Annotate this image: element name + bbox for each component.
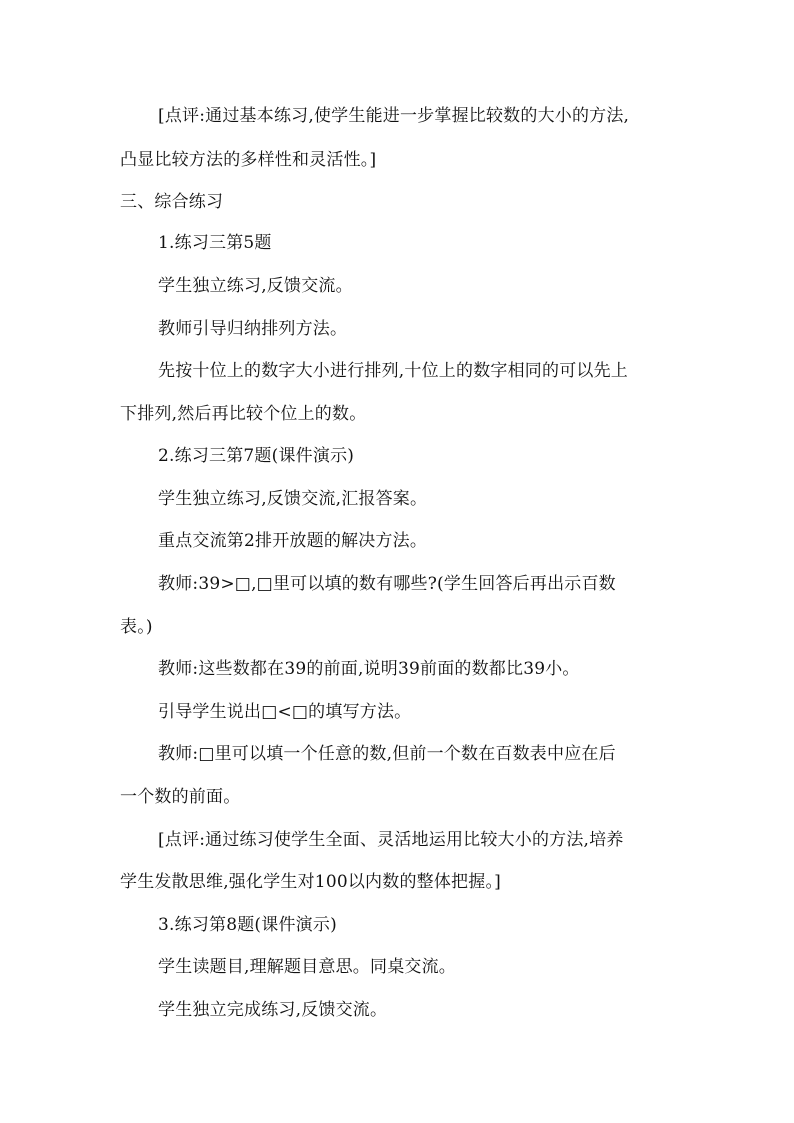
- exercise-2-step-2: 重点交流第2排开放题的解决方法。: [158, 531, 428, 551]
- exercise-2-guide-step: 引导学生说出□<□的填写方法。: [158, 702, 412, 722]
- exercise-2-step-1: 学生独立练习,反馈交流,汇报答案。: [158, 489, 428, 509]
- section-heading: 三、综合练习: [120, 192, 224, 212]
- exercise-1-paragraph-line-2: 下排列,然后再比较个位上的数。: [120, 404, 367, 424]
- exercise-1-title: 1.练习三第5题: [158, 233, 272, 253]
- exercise-3-step-2: 学生独立完成练习,反馈交流。: [158, 1000, 388, 1020]
- exercise-3-step-1: 学生读题目,理解题目意思。同桌交流。: [158, 957, 457, 977]
- exercise-3-title: 3.练习第8题(课件演示): [158, 915, 337, 935]
- exercise-1-step-1: 学生独立练习,反馈交流。: [158, 276, 353, 296]
- exercise-2-teacher-rule-line-1: 教师:□里可以填一个任意的数,但前一个数在百数表中应在后: [158, 744, 616, 764]
- exercise-2-title: 2.练习三第7题(课件演示): [158, 446, 355, 466]
- comment-paragraph-2-line-1: [点评:通过练习使学生全面、灵活地运用比较大小的方法,培养: [158, 830, 624, 850]
- exercise-1-step-2: 教师引导归纳排列方法。: [158, 319, 348, 339]
- comment-paragraph-1-line-1: [点评:通过基本练习,使学生能进一步掌握比较数的大小的方法,: [158, 106, 630, 126]
- comment-paragraph-2-line-2: 学生发散思维,强化学生对100以内数的整体把握。]: [120, 872, 501, 892]
- exercise-2-teacher-explanation: 教师:这些数都在39的前面,说明39前面的数都比39小。: [158, 659, 580, 679]
- exercise-2-teacher-question-line-2: 表。): [120, 617, 153, 637]
- comment-paragraph-1-line-2: 凸显比较方法的多样性和灵活性。]: [120, 150, 377, 170]
- exercise-2-teacher-rule-line-2: 一个数的前面。: [120, 787, 241, 807]
- exercise-2-teacher-question-line-1: 教师:39>□,□里可以填的数有哪些?(学生回答后再出示百数: [158, 574, 616, 594]
- exercise-1-paragraph-line-1: 先按十位上的数字大小进行排列,十位上的数字相同的可以先上: [158, 361, 629, 381]
